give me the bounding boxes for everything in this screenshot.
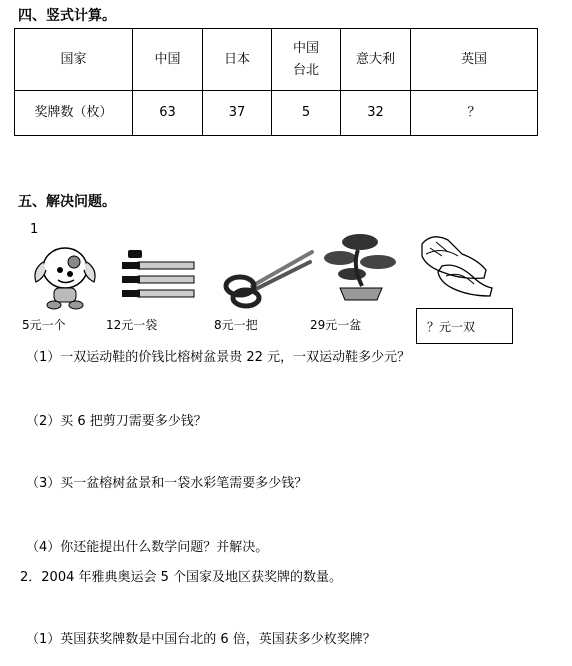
header-country-label: 国家 bbox=[15, 29, 133, 91]
header-italy: 意大利 bbox=[341, 29, 411, 91]
medals-italy: 32 bbox=[341, 91, 411, 136]
medals-japan: 37 bbox=[203, 91, 272, 136]
bonsai-icon bbox=[322, 232, 398, 304]
medals-chinese-taipei: 5 bbox=[272, 91, 341, 136]
scissors-icon bbox=[222, 248, 314, 308]
question-4: （4）你还能提出什么数学问题？并解决。 bbox=[26, 540, 269, 555]
price-markers: 12元一袋 bbox=[106, 318, 158, 332]
table-header-row bbox=[15, 29, 538, 91]
problem-1-number: 1 bbox=[30, 222, 39, 237]
problem-2-question-1: （1）英国获奖牌数是中国台北的 6 倍，英国获多少枚奖牌？ bbox=[26, 632, 376, 647]
price-shoes-box bbox=[416, 308, 513, 344]
header-chinese-taipei-line2: 台北 bbox=[292, 62, 319, 78]
header-japan: 日本 bbox=[203, 29, 272, 91]
problem-2: 2．2004 年雅典奥运会 5 个国家及地区获奖牌的数量。 bbox=[20, 570, 343, 585]
section-5-heading: 五、解决问题。 bbox=[18, 194, 116, 210]
price-shoes: ？元一双 bbox=[427, 320, 476, 334]
price-bonsai: 29元一盆 bbox=[310, 318, 362, 332]
markers-icon bbox=[118, 246, 200, 304]
header-chinese-taipei bbox=[272, 29, 341, 91]
medal-table bbox=[14, 28, 538, 136]
header-china: 中国 bbox=[133, 29, 203, 91]
section-4-heading: 四、竖式计算。 bbox=[18, 8, 116, 24]
question-3: （3）买一盆榕树盆景和一袋水彩笔需要多少钱？ bbox=[26, 476, 308, 491]
price-scissors: 8元一把 bbox=[214, 318, 258, 332]
medals-uk: ？ bbox=[411, 91, 538, 136]
toy-figure-icon bbox=[30, 238, 100, 310]
table-medal-row bbox=[15, 91, 538, 136]
price-toy: 5元一个 bbox=[22, 318, 66, 332]
question-2: （2）买 6 把剪刀需要多少钱？ bbox=[26, 414, 207, 429]
question-1: （1）一双运动鞋的价钱比榕树盆景贵 22 元，一双运动鞋多少元？ bbox=[26, 350, 411, 365]
shoes-icon bbox=[412, 226, 496, 298]
header-chinese-taipei-line1: 中国 bbox=[292, 40, 319, 56]
row-medal-label: 奖牌数（枚） bbox=[15, 91, 133, 136]
medals-china: 63 bbox=[133, 91, 203, 136]
header-uk: 英国 bbox=[411, 29, 538, 91]
